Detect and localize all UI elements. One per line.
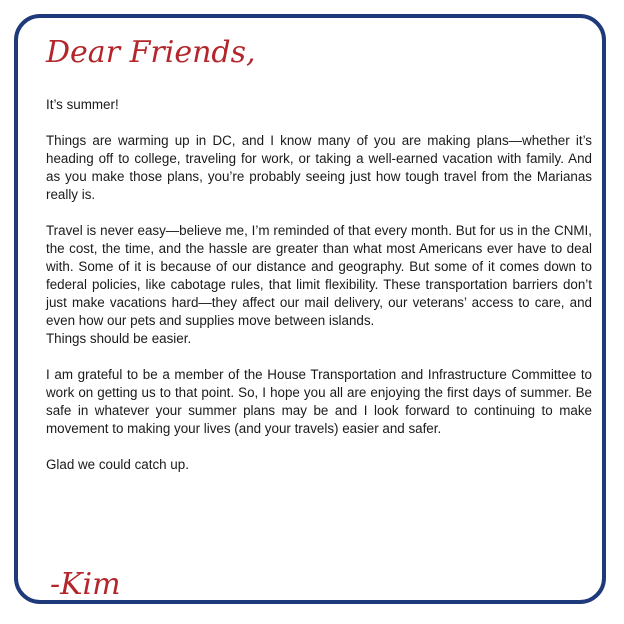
salutation-script [44,24,256,74]
signature-script [50,560,140,604]
paragraph-easier: Things should be easier. [46,331,192,346]
salutation-text: Dear Friends, [46,35,256,70]
paragraph-travel: Travel is never easy—believe me, I’m reminded of that every month. But for us in the CNMI, the cost, the time, and the hassle are greater than what most Americans ever have to deal with. Some of it is because of our distance and geography. But some of it comes down to federal policies, like cabotage rules, that limit flexibility. These transportation barriers don’t just make vacations hard—they affect our mail delivery, our veterans’ access to care, and even how our pets and supplies move between islands. [46,223,592,328]
paragraph-committee: I am grateful to be a member of the House Transportation and Infrastructure Committee to work on getting us to that point. So, I hope you all are enjoying the first days of summer. Be safe in whatever your summer plans may be and I look forward to continuing to make movement to making your lives (and your travels) easier and safer. [46,367,592,436]
signature-text: -Kim [50,567,121,602]
paragraph-opening: It’s summer! [46,97,119,112]
letter-body [46,96,592,492]
paragraph-closing: Glad we could catch up. [46,457,189,472]
paragraph-plans: Things are warming up in DC, and I know many of you are making plans—whether it’s heading off to college, traveling for work, or taking a well-earned vacation with family. And as you make those plans, you’re probably seeing just how tough travel from the Marianas really is. [46,133,592,202]
